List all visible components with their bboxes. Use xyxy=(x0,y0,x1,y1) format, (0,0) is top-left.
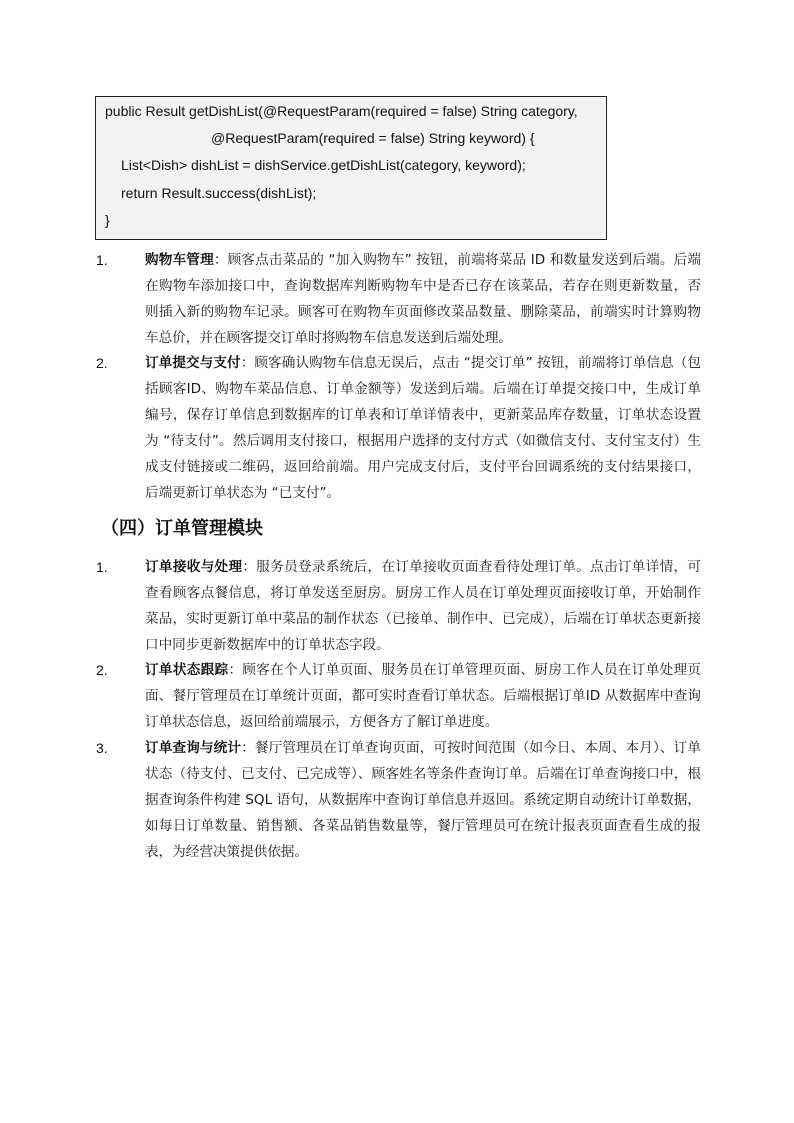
list-item-body: ：餐厅管理员在订单查询页面，可按时间范围（如今日、本周、本月）、订单状态（待支付、已支付、已完成等）、顾客姓名等条件查询订单。后端在订单查询接口中，根据查询条件构建 SQL 语句，从数据库中查询订单信息并返回。系统定期自动统计订单数据，如每日订单数量、销售额、各菜品销售数量等，餐厅管理员可在统计报表页面查看生成的报表，为经营决策提供依据。 xyxy=(145,740,702,860)
section-heading: （四）订单管理模块 xyxy=(101,518,263,539)
list-item-title: 订单状态跟踪 xyxy=(145,662,229,678)
list-item-text xyxy=(145,554,701,658)
list-item-title: 订单查询与统计 xyxy=(145,740,242,756)
list-item-body: ：顾客点击菜品的 “加入购物车” 按钮，前端将菜品 ID 和数量发送到后端。后端在购物车添加接口中，查询数据库判断购物车中是否已存在该菜品，若存在则更新数量，否则插入新的购物车记录。顾客可在购物车页面修改菜品数量、删除菜品，前端实时计算购物车总价，并在顾客提交订单时将购物车信息发送到后端处理。 xyxy=(145,252,702,346)
list-number: 2. xyxy=(96,662,108,678)
list-item-title: 订单提交与支付 xyxy=(145,355,241,371)
code-line-3: List<Dish> dishList = dishService.getDishList(category, keyword); xyxy=(121,157,526,173)
code-line-1: public Result getDishList(@RequestParam(required = false) String category, xyxy=(105,103,578,119)
code-line-2: @RequestParam(required = false) String keyword) { xyxy=(211,130,535,146)
list-number: 1. xyxy=(96,559,108,575)
list-item-title: 订单接收与处理 xyxy=(145,559,243,575)
list-item-body: ：服务员登录系统后，在订单接收页面查看待处理订单。点击订单详情，可查看顾客点餐信息，将订单发送至厨房。厨房工作人员在订单处理页面接收订单，开始制作菜品，实时更新订单中菜品的制作状态（已接单、制作中、已完成），后端在订单状态更新接口中同步更新数据库中的订单状态字段。 xyxy=(145,559,702,653)
list-item-body: ：顾客在个人订单页面、服务员在订单管理页面、厨房工作人员在订单处理页面、餐厅管理员在订单统计页面，都可实时查看订单状态。后端根据订单ID 从数据库中查询订单状态信息，返回给前端展示，方便各方了解订单进度。 xyxy=(145,662,702,730)
list-number: 2. xyxy=(96,355,108,371)
list-item-text xyxy=(145,657,701,735)
code-line-5: } xyxy=(105,212,110,228)
list-number: 1. xyxy=(96,252,108,268)
list-number: 3. xyxy=(96,740,108,756)
list-item-text xyxy=(145,247,701,351)
list-item-text xyxy=(145,350,701,506)
list-item-title: 购物车管理 xyxy=(145,252,214,268)
list-item-text xyxy=(145,735,701,865)
code-line-4: return Result.success(dishList); xyxy=(121,185,317,201)
code-block xyxy=(95,96,607,240)
list-item-body: ：顾客确认购物车信息无误后，点击 “提交订单” 按钮，前端将订单信息（包括顾客ID、购物车菜品信息、订单金额等）发送到后端。后端在订单提交接口中，生成订单编号，保存订单信息到数据库的订单表和订单详情表中，更新菜品库存数量，订单状态设置为 “待支付”。然后调用支付接口，根据用户选择的支付方式（如微信支付、支付宝支付）生成支付链接或二维码，返回给前端。用户完成支付后，支付平台回调系统的支付结果接口，后端更新订单状态为 “已支付”。 xyxy=(145,355,701,501)
